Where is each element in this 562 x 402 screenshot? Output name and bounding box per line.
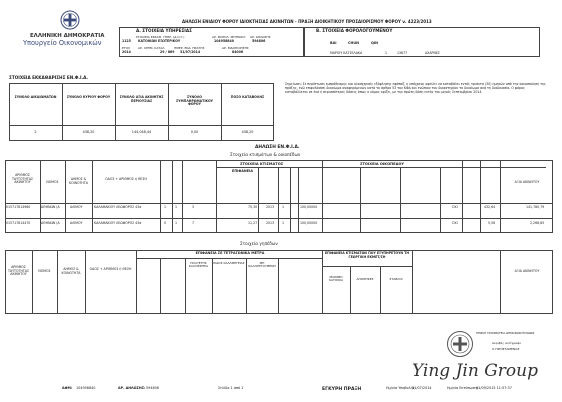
section-a-value2-2: 31/07/2014 [180, 50, 201, 54]
stamp-line-0: ΓΕΝΙΚΗ ΓΡΑΜΜΑΤΕΙΑ ΔΗΜΟΣΙΩΝ ΕΣΟΔΩΝ [476, 331, 535, 335]
bld-r0-c2: ΑΛΙΜΟΥ [70, 205, 83, 209]
land-header-0: ΑΡΙΘΜΟΣ ΤΑΥΤΟΤΗΤΑΣ ΑΚΙΝΗΤΟΥ [7, 265, 30, 277]
section-a-value-1: ΚΑΤΟΙΚΩΝ ΕΞΩΤΕΡΙΚΟΥ [138, 39, 181, 43]
section-b-r2-3: ΑΧΑΡΝΕΣ [425, 51, 440, 55]
bld-r1-c13: 2,268,65 [530, 221, 545, 225]
footer-afm-label: ΑΦΜ: [62, 386, 73, 390]
bld-r0-c5: 1 [175, 205, 178, 209]
section-b-r1-2: QIN [371, 41, 378, 45]
bld-r0-c9: 1 [282, 205, 285, 209]
footer-decl-label: ΑΡ. ΔΗΛΩΣΗΣ: [118, 386, 146, 390]
section-b-title: Β. ΣΤΟΙΧΕΙΑ ΦΟΡΟΛΟΓΟΥΜΕΝΟΥ [316, 28, 393, 33]
bld-r1-c12: 5,56 [488, 221, 496, 225]
bld-header-1: ΝΟΜΟΣ [46, 180, 59, 184]
land-sub-3: ΜΟΝΙΜΗ ΚΑΤΟΙΚΙΑ [328, 275, 343, 283]
bld-r0-c12: 432,64 [484, 205, 496, 209]
land-header-3: ΟΔΟΣ + ΑΡΙΘΜΟΣ ή ΘΕΣΗ [89, 267, 132, 271]
bld-r1-c10: 100,00000 [300, 221, 318, 225]
section-a-label2-1: ΑΡ. ΧΡΗΜ. ΚΑΤΑΛ. [138, 46, 166, 50]
doc-title: ΔΗΛΩΣΗ ΕΝΙΑΙΟΥ ΦΟΡΟΥ ΙΔΙΟΚΤΗΣΙΑΣ ΑΚΙΝΗΤΩΝ - ΠΡΑΞΗ ΔΙΟΙΚΗΤΙΚΟΥ ΠΡΟΣΔΙΟΡΙΣΜΟΥ ΦΟΡΟΥ ν. 4223/2013 [182, 19, 432, 24]
section-a-label2-0: ΕΤΟΣ [122, 46, 130, 50]
section-a-title: Α. ΣΤΟΙΧΕΙΑ ΥΠΗΡΕΣΙΑΣ [136, 28, 192, 33]
bld-r1-c4: 0 [164, 221, 167, 225]
footer-page: Σελίδα 1 από 1 [218, 386, 244, 390]
bld-r0-c6: 3 [192, 205, 195, 209]
bld-r0-c7: 75,30 [248, 205, 258, 209]
liq-header-1: ΣΥΝΟΛΟ ΚΥΡΙΟΥ ΦΟΡΟΥ [66, 95, 111, 99]
section-a-label2-2: ΗΜΕΡ. ΕΚΔ. ΠΡΑΞΗΣ [174, 46, 205, 50]
enfia-title: ΔΗΛΩΣΗ ΕΝ.Φ.Ι.Α. [255, 145, 300, 150]
land-header-4: ΕΠΙΦΑΝΕΙΑ ΣΕ ΤΕΤΡΑΓΩΝΙΚΑ ΜΕΤΡΑ [195, 251, 265, 255]
liq-header-4: ΠΟΣΟ ΚΑΤΑΒΟΛΗΣ [230, 95, 265, 99]
liq-header-0: ΣΥΝΟΛΟ ΔΙΚΑΙΩΜΑΤΩΝ [14, 95, 57, 99]
bld-r1-c5: 1 [175, 221, 178, 225]
section-a-value-2: 104958840 [214, 39, 234, 43]
footer-print-label: Ημ/νία Εκτύπωσης: [447, 386, 480, 390]
buildings-table [5, 160, 553, 233]
bld-r0-c4: 1 [164, 205, 167, 209]
liq-value-3: 0,00 [190, 130, 199, 134]
section-b-r2-2: 13677 [397, 51, 408, 55]
section-a-value2-3: 84006 [232, 50, 244, 54]
section-a-value-0: 1125 [122, 39, 131, 43]
group-plot: ΣΤΟΙΧΕΙΑ ΟΙΚΟΠΕΔΟΥ [360, 162, 405, 166]
section-a-value2-0: 2014 [122, 50, 131, 54]
land-header-1: ΝΟΜΟΣ [38, 269, 51, 273]
official-stamp [444, 330, 554, 364]
bld-r0-c3: ΚΑΛΑΜΑΚΙΟΥ ΛΕΩΦΟΡΟΣ 43α [94, 205, 142, 209]
section-a-label2-3: ΑΡ. ΕΙΔΟΠΟΙΗΣΗΣ [222, 46, 249, 50]
footer-print: 01/09/2015 11:57:37 [476, 386, 512, 390]
bld-r1-c0: 015717814470 [6, 221, 31, 225]
bld-r1-c6: 7 [192, 221, 195, 225]
footer-submit: 31/07/2014 [412, 386, 432, 390]
land-table [5, 250, 553, 314]
land-sub-2: ΜΗ ΚΑΛΛΙΕΡΓΟΥΜΕΝΗ [248, 261, 276, 269]
logo-line2: Υπουργείο Οικονομικών [23, 39, 102, 47]
bld-header-2: ΔΗΜΟΣ & ΚΟΙΝΟΤΗΤΑ [69, 177, 88, 185]
section-a-label-1: ΑΡ. ΦΟΡΟΛ. ΜΗΤΡΩΟΥ [212, 35, 246, 39]
section-a-label-0: ΣΤΟΙΧΕΙΑ ΕΚΚΑΘ. ΥΠΗΡ. (Δ.Ο.Υ.) [136, 35, 185, 39]
bld-r1-c7: 11,27 [248, 221, 258, 225]
liquidation-title: ΣΤΟΙΧΕΙΑ ΕΚΚΑΘΑΡΙΣΗΣ ΕΝ.Φ.Ι.Α. [9, 75, 88, 80]
land-sub-5: ΣΤΑΒΛΟΙ [389, 277, 403, 281]
liq-value-2: 144,048,44 [131, 130, 152, 134]
land-header-6: ΑΞΙΑ ΑΚΙΝΗΤΟΥ [514, 269, 540, 273]
footer-decl: 594806 [146, 386, 159, 390]
logo-line1: ΕΛΛΗΝΙΚΗ ΔΗΜΟΚΡΑΤΙΑ [30, 33, 105, 39]
footer-submit-label: Ημ/νία Υποβολής: [386, 386, 416, 390]
bld-r0-c0: 015717814960 [6, 205, 31, 209]
section-a-value-3: 594806 [252, 39, 266, 43]
bld-r0-c8: 2013 [266, 205, 275, 209]
bld-header-3: ΟΔΟΣ + ΑΡΙΘΜΟΣ ή ΘΕΣΗ [105, 177, 147, 181]
liq-header-3: ΣΥΝΟΛΟ ΣΥΜΠΛΗΡΩΜΑΤΙΚΟΥ ΦΟΡΟΥ [176, 95, 213, 107]
group-building: ΣΤΟΙΧΕΙΑ ΚΤΙΣΜΑΤΟΣ [240, 162, 284, 166]
seal-icon [446, 330, 474, 358]
group-area: ΕΠΙΦΑΝΕΙΑ [232, 169, 253, 173]
section-b-r2-0: ΜΑΡΙΟΥ ΚΑΤΣΕΛΑΚΑ [330, 51, 363, 55]
buildings-title: Στοιχεία κτισμάτων & οικοπέδων [230, 152, 301, 157]
footer-afm: 104958840 [76, 386, 96, 390]
land-header-2: ΔΗΜΟΣ & ΚΟΙΝΟΤΗΤΑ [61, 267, 81, 275]
liq-value-4: 438,20 [241, 130, 254, 134]
stamp-line-1: Ακριβές αντίγραφο [492, 341, 521, 345]
bld-r1-c2: ΑΛΙΜΟΥ [70, 221, 83, 225]
section-b-r1-0: ΒΑΙ [330, 41, 337, 45]
land-sub-1: ΕΙΔΟΣ ΚΑΛΛΙΕΡΓΕΙΑΣ [213, 261, 245, 265]
liq-header-2: ΣΥΝΟΛΟ ΑΞΙΑ ΑΚΙΝΗΤΗΣ ΠΕΡΙΟΥΣΙΑΣ [119, 95, 164, 103]
bld-header-4: ΑΞΙΑ ΑΚΙΝΗΤΟΥ [514, 180, 540, 184]
land-header-5: ΕΠΙΦΑΝΕΙΑ ΚΤΙΣΜΑΤΩΝ ΠΟΥ ΕΞΥΠΗΡΕΤΟΥΝ ΤΗ ΓΕΩΡΓΙΚΗ ΕΚΜΕΤ/ΣΗ [324, 251, 410, 259]
logo [22, 8, 118, 50]
bld-r0-c13: 141,780,79 [526, 205, 545, 209]
watermark-text: Ying Jin Group [412, 361, 538, 381]
bld-r1-c3: ΚΑΛΑΜΑΚΙΟΥ ΛΕΩΦΟΡΟΣ 43α [94, 221, 142, 225]
stamp-line-2: Ο ΠΡΟΪΣΤΑΜΕΝΟΣ [492, 347, 520, 351]
bld-r0-c10: 100,00000 [300, 205, 318, 209]
section-a-label-2: ΑΡ. ΔΗΛΩΣΗΣ [250, 35, 271, 39]
bld-r1-c9: 1 [282, 221, 285, 225]
bld-r1-c1: ΑΘΗΝΩΝ (Α [41, 221, 60, 225]
land-sub-4: ΑΠΟΘΗΚΕΣ [356, 277, 374, 281]
section-a-value2-1: 29 / 869 [160, 50, 175, 54]
greek-emblem-icon [60, 10, 80, 30]
land-sub-0: ΠΟΛΥΕΤΗΣ ΚΑΛΛΙΕΡΓΕΙΑ [188, 261, 209, 269]
bld-r0-c11: ΟΧΙ [452, 205, 458, 209]
bld-r0-c1: ΑΘΗΝΩΝ (Α [41, 205, 60, 209]
liq-value-1: 438,20 [82, 130, 95, 134]
bld-r1-c11: ΟΧΙ [452, 221, 458, 225]
footer-status: ΕΓΚΥΡΗ ΠΡΑΞΗ [322, 387, 362, 392]
bld-header-0: ΑΡΙΘΜΟΣ ΤΑΥΤΟΤΗΤΑΣ ΑΚΙΝΗΤΟΥ [11, 173, 34, 185]
liq-value-0: 2 [34, 130, 37, 134]
section-b-r1-1: CHUN [348, 41, 359, 45]
liquidation-note: Σημείωση: Σε περίπτωση εμπρόθεσμης και ολοσχερούς εξόφλησης εφάπαξ, η υπόχρεος οφείλει να καταβάλει εντός τριάντα (30) ημερών από την κοινοποίηση της πράξης, ενώ επιφυλάσσει δικαίωμα αναφερόμενων κατά το άρθρο 53 του ΚΦΔ και ενώπιον του δικαστηρίου το δικαίωμα ανά τη διαδικασία. Ο φόρος καταβάλλεται σε ένα ή περισσότερες δόσεις όπως ο νόμος ορίζει, με την πρώτη δόση εντός του μηνός Σεπτεμβρίου 2014. [285, 82, 546, 95]
section-b-r2-1: 1 [385, 51, 388, 55]
land-title: Στοιχεία γηπέδων [240, 241, 278, 246]
bld-r1-c8: 2013 [266, 221, 275, 225]
